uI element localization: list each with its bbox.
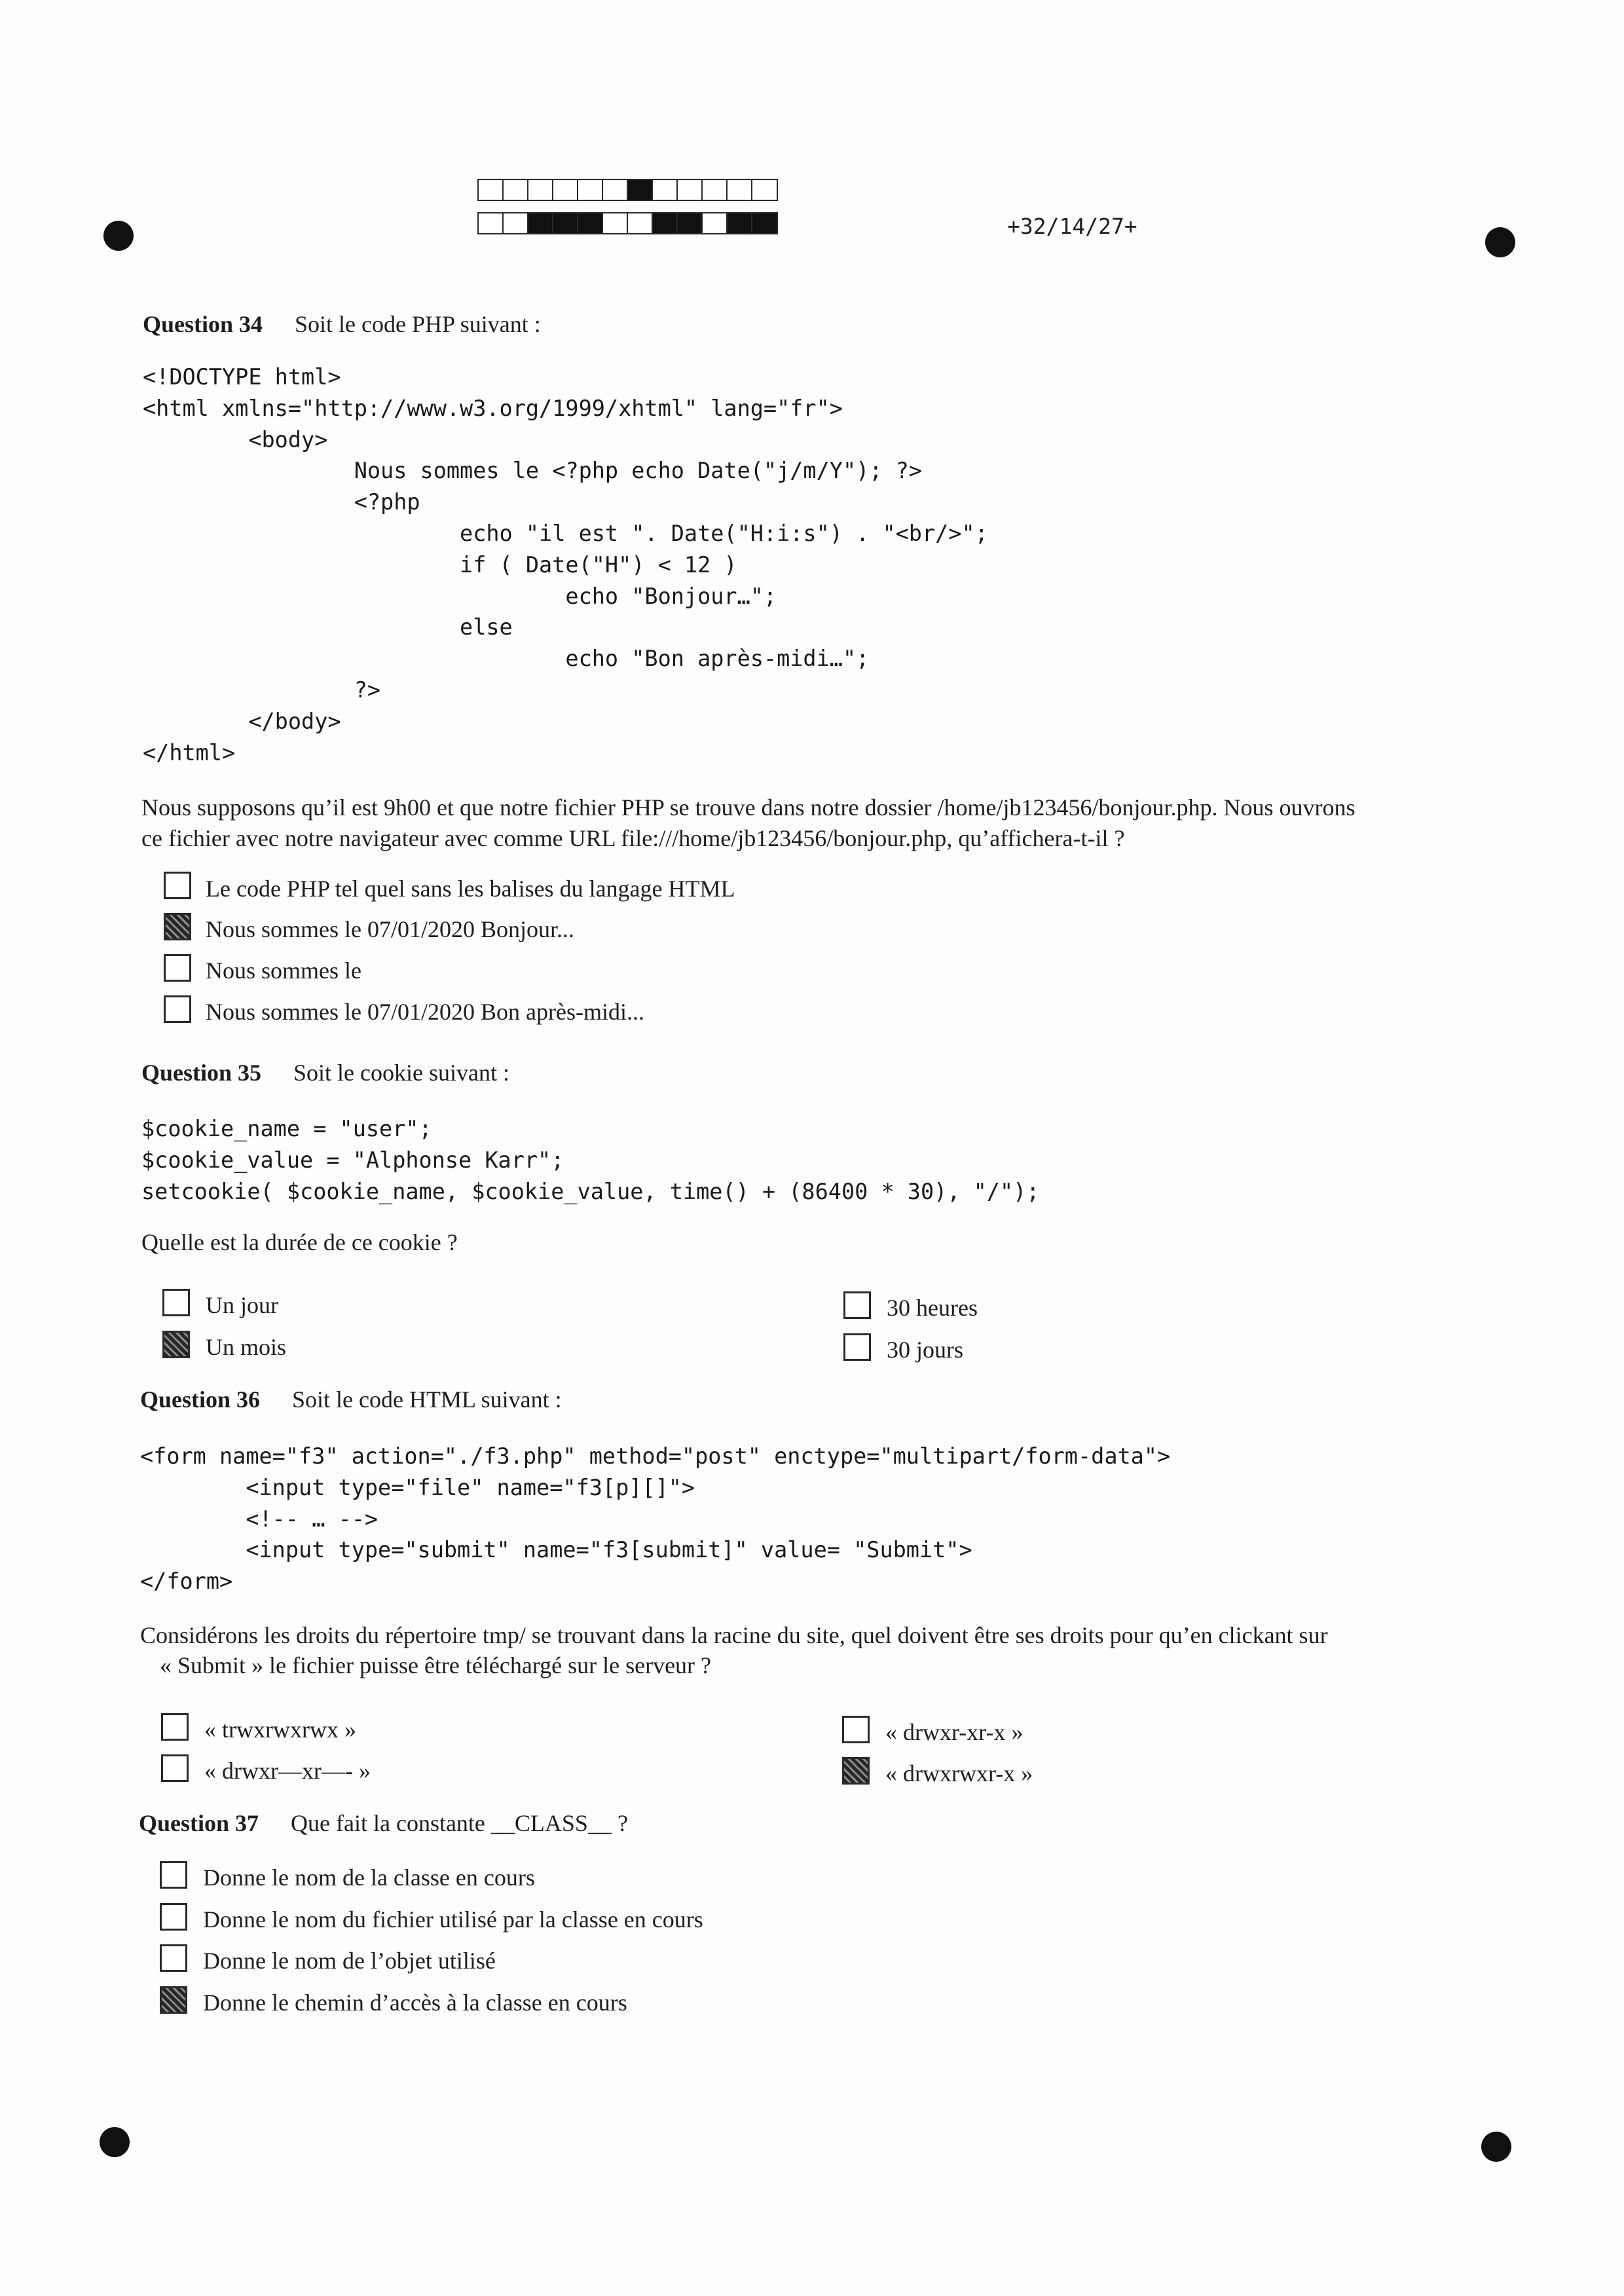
q36-option-1-checkbox[interactable] [161, 1713, 189, 1741]
q37-option-1-label: Donne le nom de la classe en cours [203, 1864, 535, 1891]
q37-option-2-checkbox[interactable] [160, 1903, 187, 1931]
grid-cell [652, 179, 678, 201]
question-34-text-line-2: ce fichier avec notre navigateur avec comme URL file:///home/jb123456/bonjour.php, qu’affichera-t-il ? [141, 825, 1125, 851]
registration-dot-top-left [103, 221, 134, 251]
code-line: </form> [140, 1568, 233, 1595]
code-line: <input type="submit" name="f3[submit]" value= "Submit"> [140, 1537, 972, 1563]
grid-cell [602, 212, 629, 234]
question-34-code-block [143, 361, 988, 768]
code-line: </body> [143, 708, 341, 734]
question-37-heading [139, 1809, 628, 1837]
q36-option-2-label: « drwxr—xr—- » [204, 1758, 371, 1784]
question-36-intro: Soit le code HTML suivant : [292, 1386, 562, 1413]
grid-cell [577, 212, 604, 234]
code-line: <form name="f3" action="./f3.php" method="post" enctype="multipart/form-data"> [140, 1443, 1171, 1469]
registration-dot-bottom-right [1481, 2132, 1511, 2162]
code-line: echo "Bonjour…"; [143, 583, 777, 609]
code-line: <body> [143, 426, 328, 453]
code-line: <input type="file" name="f3[p][]"> [140, 1474, 695, 1500]
grid-cell [726, 212, 753, 234]
grid-cell [552, 212, 579, 234]
grid-cell [676, 179, 703, 201]
q35-option-un-mois-label: Un mois [206, 1334, 287, 1360]
question-34-label: Question 34 [143, 311, 263, 337]
q34-option-3-label: Nous sommes le [206, 957, 361, 984]
q34-option-4-checkbox[interactable] [164, 995, 191, 1023]
question-35-code-block [141, 1113, 1039, 1207]
q37-option-3-checkbox[interactable] [160, 1944, 187, 1972]
question-37-intro: Que fait la constante __CLASS__ ? [291, 1810, 628, 1836]
code-line: Nous sommes le <?php echo Date("j/m/Y"); ?> [143, 458, 922, 484]
question-35-label: Question 35 [141, 1060, 262, 1086]
q35-option-30-jours-label: 30 jours [887, 1337, 963, 1363]
grid-cell [751, 179, 778, 201]
grid-cell [502, 179, 529, 201]
grid-cell [701, 212, 728, 234]
question-36-heading [140, 1386, 562, 1413]
page-id-code: +32/14/27+ [1007, 213, 1137, 239]
q34-option-4-label: Nous sommes le 07/01/2020 Bon après-midi... [206, 999, 644, 1025]
grid-cell [701, 179, 728, 201]
q36-option-3-label: « drwxr-xr-x » [885, 1719, 1024, 1745]
q37-option-3-label: Donne le nom de l’objet utilisé [203, 1948, 496, 1974]
registration-dot-top-right [1485, 227, 1515, 257]
registration-dot-bottom-left [100, 2127, 130, 2157]
code-line: else [143, 614, 513, 640]
code-line: echo "il est ". Date("H:i:s") . "<br/>"; [143, 520, 988, 546]
grid-cell [751, 212, 778, 234]
code-line: ?> [143, 676, 381, 703]
code-line: <!DOCTYPE html> [143, 364, 341, 390]
code-line: setcookie( $cookie_name, $cookie_value, time() + (86400 * 30), "/"); [141, 1178, 1040, 1204]
q34-option-2-checkbox[interactable] [164, 913, 191, 940]
q36-option-4-checkbox[interactable] [842, 1757, 870, 1785]
q34-option-1-label: Le code PHP tel quel sans les balises du langage HTML [206, 876, 735, 902]
q37-option-4-checkbox[interactable] [160, 1986, 187, 2014]
code-line: $cookie_name = "user"; [141, 1116, 432, 1141]
code-line: <?php [143, 489, 420, 515]
q36-option-4-label: « drwxrwxr-x » [885, 1760, 1033, 1787]
q35-option-30-jours-checkbox[interactable] [843, 1333, 871, 1361]
code-line: <html xmlns="http://www.w3.org/1999/xhtml" lang="fr"> [143, 395, 843, 421]
question-36-label: Question 36 [140, 1386, 261, 1413]
grid-cell [676, 212, 703, 234]
question-35-question: Quelle est la durée de ce cookie ? [141, 1229, 458, 1255]
code-line: $cookie_value = "Alphonse Karr"; [141, 1147, 564, 1173]
question-36-text-line-2: « Submit » le fichier puisse être téléchargé sur le serveur ? [160, 1652, 712, 1678]
q35-option-30-heures-label: 30 heures [887, 1295, 978, 1321]
grid-cell [726, 179, 753, 201]
grid-cell [477, 179, 504, 201]
q37-option-2-label: Donne le nom du fichier utilisé par la classe en cours [203, 1906, 703, 1933]
grid-cell [627, 179, 654, 201]
question-35-heading [141, 1059, 509, 1086]
header-code-grid-bottom [477, 212, 776, 234]
q35-option-un-jour-label: Un jour [206, 1292, 278, 1318]
code-line: echo "Bon après-midi…"; [143, 646, 870, 672]
question-35-intro: Soit le cookie suivant : [293, 1060, 509, 1086]
code-line: <!-- … --> [140, 1506, 378, 1532]
grid-cell [602, 179, 629, 201]
q36-option-2-checkbox[interactable] [161, 1754, 189, 1782]
grid-cell [527, 212, 554, 234]
grid-cell [577, 179, 604, 201]
question-36-code-block [140, 1441, 1170, 1597]
q35-option-un-mois-checkbox[interactable] [162, 1331, 190, 1358]
code-line: </html> [143, 739, 236, 766]
grid-cell [627, 212, 654, 234]
q35-option-30-heures-checkbox[interactable] [843, 1291, 871, 1319]
q35-option-un-jour-checkbox[interactable] [162, 1289, 190, 1316]
q34-option-2-label: Nous sommes le 07/01/2020 Bonjour... [206, 916, 575, 942]
code-line: if ( Date("H") < 12 ) [143, 551, 737, 578]
question-34-text-line-1: Nous supposons qu’il est 9h00 et que notre fichier PHP se trouve dans notre dossier /home/jb123456/bonjour.php. Nous ouvrons [141, 794, 1356, 821]
grid-cell [652, 212, 678, 234]
question-37-label: Question 37 [139, 1810, 259, 1836]
header-code-grid-top [477, 179, 776, 201]
grid-cell [527, 179, 554, 201]
q37-option-1-checkbox[interactable] [160, 1861, 187, 1889]
grid-cell [552, 179, 579, 201]
q36-option-3-checkbox[interactable] [842, 1716, 870, 1743]
q34-option-3-checkbox[interactable] [164, 954, 191, 982]
q36-option-1-label: « trwxrwxrwx » [204, 1716, 356, 1743]
question-34-heading [143, 310, 541, 338]
grid-cell [477, 212, 504, 234]
grid-cell [502, 212, 529, 234]
question-34-intro: Soit le code PHP suivant : [295, 311, 541, 337]
q37-option-4-label: Donne le chemin d’accès à la classe en cours [203, 1990, 627, 2016]
q34-option-1-checkbox[interactable] [164, 872, 191, 899]
question-36-text-line-1: Considérons les droits du répertoire tmp/ se trouvant dans la racine du site, quel doivent être ses droits pour qu’en clickant sur [140, 1622, 1328, 1648]
